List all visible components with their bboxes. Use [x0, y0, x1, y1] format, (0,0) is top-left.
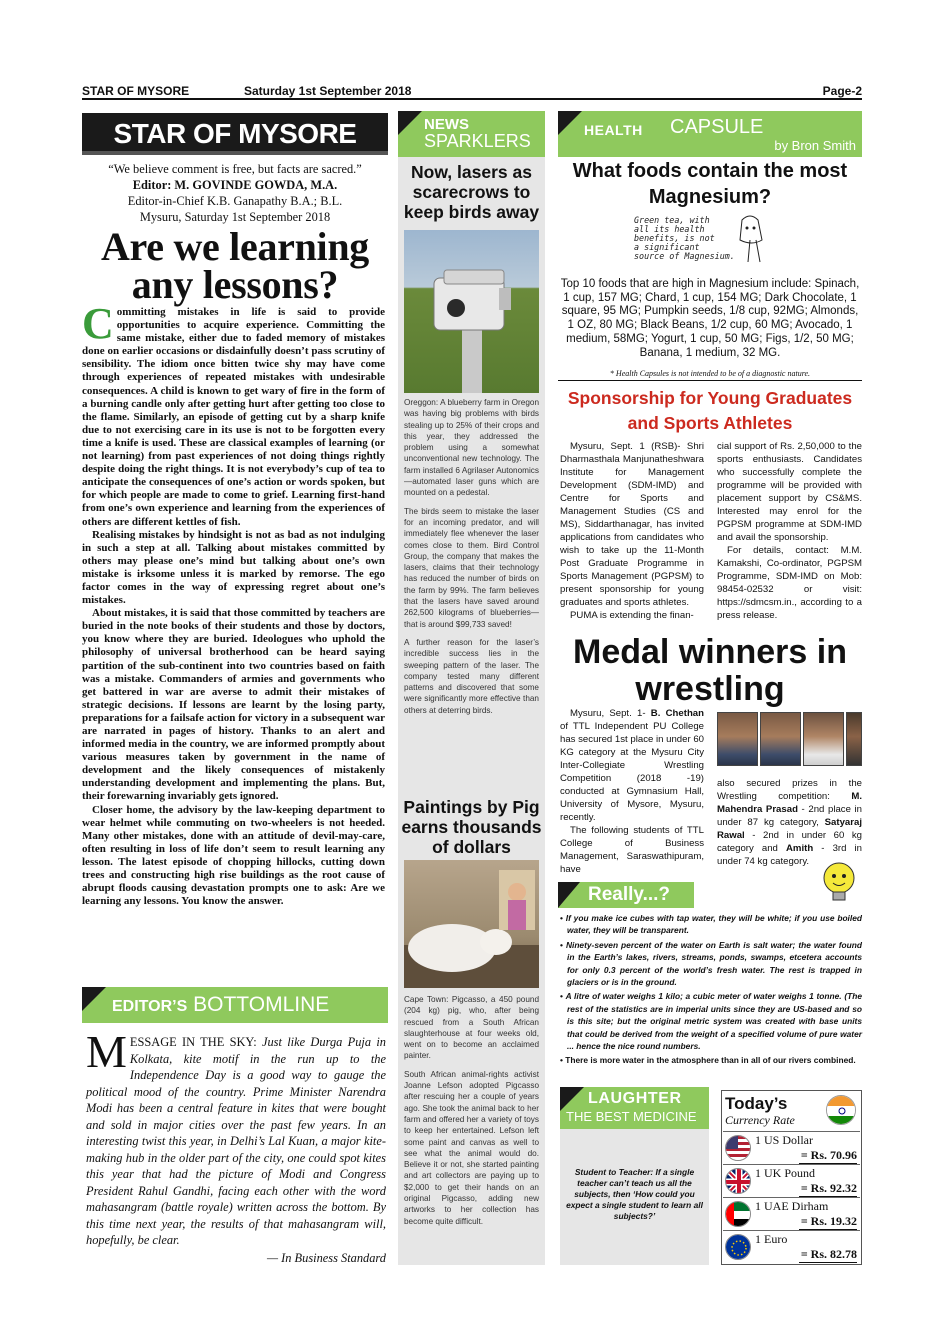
laser-story-body: [404, 397, 539, 716]
bottomline-body: [86, 1026, 386, 1249]
health-question: What foods contain the most Magnesium?: [572, 160, 848, 208]
bottomline-dropcap: M: [86, 1026, 127, 1077]
editorial-title: Are we learning any lessons?: [100, 224, 370, 307]
editorial-paragraph: Closer home, the advisory by the law-keeping department to wear helmet while commuting on two-wheelers is not heeded. Many other mistakes, done with an attitude of devil-may-care, often resulting in loss of life don’t seem to result learning any lesson. The latest episode of chopping hillocks, cutting down trees and constructing high rise buildings as the root cause of abrupt floods causing devastation prompts one to ask: Are we learning any lessons. You know the answer.: [82, 803, 385, 908]
masthead-info: [82, 161, 388, 225]
currency-name: 1 UK Pound: [755, 1166, 816, 1180]
medal-paragraph: The following students of TTL College of Business Management, Saraswathipuram, have: [560, 825, 704, 875]
laser-photo: [404, 230, 539, 393]
sponsorship-title: Sponsorship for Young Graduates and Sports Athletes: [567, 388, 853, 433]
editorial-paragraph: ommitting mistakes in life is said to provide opportunities to acquire experience. Committing the same mistake, either due to faded memory of mistakes done on earlier occasions or disdainfully doesn’t pass scrutiny of sensibility. The idiom once bitten twice shy may have come through experiences of repeated mistakes with undesirable consequences. A child is known to get wary of fire in the form of a burning candle only after getting hurt after getting too close to the flame. Similarly, an episode of getting cut by a sharp knife due to not exercising care in its use is not to be forgotten every time a knife is used. These are classical examples of learning (or not learning) from past experiences of not doing things rightly despite doing the right things. It is not everybody’s cup of tea to anticipate the consequences of one’s action or words spoken, but for which people are made to come to grief. Learning first-hand from one’s own experience and learning from the experiences of others are different kettles of fish.: [82, 306, 385, 528]
lightbulb-icon: [816, 860, 862, 904]
wrestler-photo: [717, 712, 758, 766]
health-capsule-header: [558, 111, 862, 157]
us-flag-icon: [725, 1135, 751, 1161]
uae-flag-icon: [725, 1201, 751, 1227]
pig-story-paragraph: South African animal-rights activist Joanne Lefson adopted Pigcasso after rescuing her a couple of years ago. She took the animal back to her farm and offered her a variety of toys to keep her entertained. Lefson left some paint and canvas as well to see what the animal would do. Believe it or not, she started painting and art collectors are paying up to $2,000 to get their hands on an original Pigcasso, adding new artworks to her collection has become quite difficult.: [404, 1069, 539, 1226]
sponsorship-paragraph: For details, contact: M.M. Kamakshi, Co-ordinator, PGPSM Programme, SDM-IMD on Mob: 98454-02532 or visit: https://sdmcsm.in., according to a press release.: [717, 545, 862, 621]
laughter-joke: Student to Teacher: If a single teacher can’t teach us all the subjects, then ‘How could you expect a single student to learn all subjects?’: [566, 1167, 703, 1221]
currency-name: 1 US Dollar: [755, 1133, 813, 1147]
header-date: Saturday 1st September 2018: [244, 84, 412, 98]
medal-text: Mysuru, Sept. 1-: [570, 708, 651, 719]
corner-decoration: [82, 987, 106, 1011]
wrestler-photo: [760, 712, 801, 766]
wrestler-photo: [803, 712, 844, 766]
svg-text:Green tea, with all its: Green tea, with all its health benefits, is not a significant source of Magnesium.: [634, 215, 735, 261]
pig-story-body: [404, 994, 539, 1227]
page-header: [82, 84, 862, 100]
bottomline-head-b: BOTTOMLINE: [193, 993, 330, 1016]
winner-name: M. Mahendra Prasad: [717, 791, 862, 815]
editor-in-chief-line: Editor-in-Chief K.B. Ganapathy B.A.; B.L.: [127, 194, 343, 208]
currency-name: 1 UAE Dirham: [755, 1199, 829, 1213]
sponsorship-paragraph: PUMA is extending the finan-: [570, 610, 694, 621]
health-head-a: HEALTH: [584, 122, 643, 138]
india-flag-icon: [826, 1095, 856, 1125]
currency-value: = Rs. 70.96: [800, 1148, 857, 1162]
rate-row: [723, 1164, 860, 1197]
corner-decoration: [558, 111, 582, 135]
editorial-paragraph: About mistakes, it is said that those committed by teachers are buried in the note books of their students and those by doctors, you know where they are buried. Ideologues who uphold the philosophy of universal brotherhood can be heard saying partition of the sub-continent into two countries based on faith was a mistake. Commanders of armies and governments who get battered in war are averse to admit their mistakes of strategic decisions. If lessons are learnt by the losing party, preparations for a failsafe action for victory in a subsequent war are narrated in pages of history. Thanks to an alert and informed media in the country, we are informed promptly about various measures taken by government in the name of development and the likely consequences of mistakenly understanding development and implementing the plans. But, their forewarning invariably gets ignored.: [82, 607, 385, 803]
sponsorship-paragraph: cial support of Rs. 2,50,000 to the sports enthusiasts. Candidates who successfully complete the programme will be provided with placement support by CS&MS. Interested may enrol for the PGPSM programme at SDM-IMD and avail the sponsorship.: [717, 441, 862, 543]
pig-painting-photo: [404, 860, 539, 988]
pig-story-paragraph: Cape Town: Pigcasso, a 450 pound (204 kg) pig, who, after being rescued from a South African slaughterhouse at four weeks old, went on to become an acclaimed painter.: [404, 995, 539, 1061]
bottomline-text: Just like Durga Puja in Kolkata, kite motif in the run up to the Independence Day is a good way to gauge the political mood of the country. Prime Minister Narendra Modi has been a central feature in kites that were bought and sold in major cities over the past few years. In an interesting twist this year, in Delhi’s Lal Kuan, a major kite-making hub in the older part of the city, one could spot kites this year that had the picture of Modi and Congress President Rahul Gandhi, facing each other with the word mahasangram (battle royale) written across the bottom. By this time next year, the results of that mahasangram will, hopefully, be clear.: [86, 1035, 386, 1247]
medal-paragraph: [560, 707, 704, 824]
currency-name: 1 Euro: [755, 1232, 788, 1246]
editorial-body: [82, 299, 385, 908]
medal-text: - 3rd in under 74 kg category.: [717, 843, 862, 867]
sponsorship-col-1: [560, 440, 704, 622]
really-list: [560, 912, 862, 1069]
winner-name: Amith: [786, 843, 814, 854]
list-item: • Ninety-seven percent of the water on Earth is salt water; the water found in the Earth’s lakes, rivers, streams, ponds, swamps, etcetera accounts for only 0.3 percent of the world’s fresh water. The rest is trapped in glaciers or is in the ground.: [560, 939, 862, 989]
really-title: Really...?: [588, 884, 671, 905]
rate-title: Today’s: [725, 1094, 788, 1113]
currency-value: = Rs. 19.32: [800, 1214, 857, 1228]
bottomline-lead: ESSAGE IN THE SKY:: [129, 1035, 257, 1049]
uk-flag-icon: [725, 1168, 751, 1194]
health-body: Top 10 foods that are high in Magnesium include: Spinach, 1 cup, 157 MG; Chard, 1 cup, 154 MG; Dark Chocolate, 1 square, 95 MG; Pumpkin seeds, 1/8 cup, 92MG; Almonds, 1 OZ, 80 MG; Black Beans, 1/2 cup, 60 MG; Avocado, 1 medium, 58MG; Yogurt, 1 cup, 50 MG; Figs, 1/2, 50 MG; Banana, 1 medium, 32 MG.: [560, 278, 860, 359]
medal-text: of TTL Independent PU College has secured 1st place in under 60 KG category at the Mysuru City Inter-Collegiate Wrestling Competition (2018 -19) conducted at Gymnasium Hall, University of Mysore, Mysuru, recently.: [560, 721, 704, 823]
medal-text: - 2nd place in under 87 kg category,: [717, 804, 863, 828]
sponsorship-col-2: [717, 440, 862, 622]
currency-value: = Rs. 92.32: [800, 1181, 857, 1195]
health-byline: by Bron Smith: [774, 138, 856, 153]
laughter-header: [560, 1087, 709, 1129]
rate-row: [723, 1197, 860, 1230]
green-tea-cartoon: [630, 210, 790, 268]
dateline: Mysuru, Saturday 1st September 2018: [139, 210, 331, 224]
list-item: • A litre of water weighs 1 kilo; a cubic meter of water weighs 1 tonne. (The rest of the statistics are in imperial units since they are US-based and so is this site; but the original metric system was created with base units that could be derived from the weight of a specified volume of pure water ... hence the nice round numbers.: [560, 990, 862, 1052]
wrestler-photo: [846, 712, 862, 766]
rate-subtitle: Currency Rate: [725, 1113, 795, 1127]
bottomline-header: [82, 987, 388, 1023]
list-item: • If you make ice cubes with tap water, they will be white; if you use boiled water, they will be transparent.: [560, 912, 862, 937]
header-page-number: Page-2: [822, 84, 862, 98]
corner-decoration: [398, 111, 422, 135]
laser-story-title: Now, lasers as scarecrows to keep birds away: [403, 162, 540, 222]
rate-row: [723, 1230, 860, 1263]
header-paper-name: STAR OF MYSORE: [82, 84, 190, 98]
winner-name: B. Chethan: [650, 708, 704, 719]
laser-story-paragraph: Oreggon: A blueberry farm in Oregon was having big problems with birds stealing up to 25% of their crops and this year, they addressed the problem using a somewhat unconventional new technology. The farm installed 6 Agrilaser Autonomics—automated laser guns which are mounted on a pedestal.: [404, 398, 539, 498]
bottomline-head-a: EDITOR’S: [112, 998, 188, 1015]
rate-row: [723, 1131, 860, 1164]
medal-text: - 2nd in under 60 kg category and: [717, 830, 862, 854]
medal-text: also secured prizes in the Wrestling competition:: [717, 778, 862, 802]
health-disclaimer: * Health Capsules is not intended to be of a diagnostic nature.: [609, 369, 811, 378]
masthead: STAR OF MYSORE: [82, 113, 388, 155]
news-sparklers-header: [398, 111, 545, 157]
pig-story-title: Paintings by Pig earns thousands of dollars: [401, 797, 542, 857]
medal-col-2: [717, 777, 862, 868]
corner-decoration: [560, 1087, 584, 1111]
editorial-paragraph: Realising mistakes by hindsight is not as bad as not indulging in such a step at all. Talking about mistakes committed by others may please one’s mind but talking about one’s own mistake is irksome unless it is marked by remorse. The ego factor comes in the way of expressing regret about one’s mistakes.: [82, 528, 385, 607]
editor-line: Editor: M. GOVINDE GOWDA, M.A.: [132, 178, 338, 192]
bottomline-source: — In Business Standard: [267, 1251, 386, 1265]
currency-value: = Rs. 82.78: [800, 1247, 857, 1261]
list-item: • There is more water in the atmosphere than in all of our rivers combined.: [560, 1054, 862, 1066]
eu-flag-icon: [725, 1234, 751, 1260]
laughter-head-b: THE BEST MEDICINE: [566, 1109, 697, 1124]
winner-name: Satyaraj Rawal: [717, 817, 862, 841]
corner-decoration: [558, 882, 580, 908]
laughter-head-a: LAUGHTER: [588, 1090, 682, 1107]
medal-title: Medal winners in wrestling: [573, 633, 847, 708]
news-head-a: NEWS: [424, 116, 469, 133]
editorial-dropcap: C: [82, 299, 114, 348]
medal-col-1: [560, 707, 704, 876]
motto: “We believe comment is free, but facts are sacred.”: [108, 162, 362, 176]
laser-story-paragraph: The birds seem to mistake the laser for an incoming predator, and will immediately flee whenever the laser comes close to them. Bird Control Group, the company that makes the lasers, claims that their technology has reduced the number of birds on the farm by 99%. The farm believes that the lasers have saved around 262,500 kilograms of blueberries—that is around $99,733 saved!: [404, 506, 539, 629]
laser-story-paragraph: A further reason for the laser’s incredible success lies in the sweeping pattern of the laser. The company tested many different patterns and discovered that some were significantly more effective than others at deterring birds.: [404, 637, 539, 715]
health-head-b: CAPSULE: [670, 116, 764, 138]
sponsorship-paragraph: Mysuru, Sept. 1 (RSB)- Shri Dharmasthala Manjunatheshwara Institute for Management Development (SDM-IMD) and Centre for Sports and Management Studies (CS and MS), Siddarthanagar, has invited applications from candidates who wish to take up the 11-Month Post Graduate Programme in Sports Management (PGPSM) to present sponsorship for young graduates and sports athletes.: [560, 441, 704, 608]
divider: [558, 380, 862, 381]
medal-paragraph: [717, 777, 862, 868]
news-head-b: SPARKLERS: [424, 131, 531, 151]
